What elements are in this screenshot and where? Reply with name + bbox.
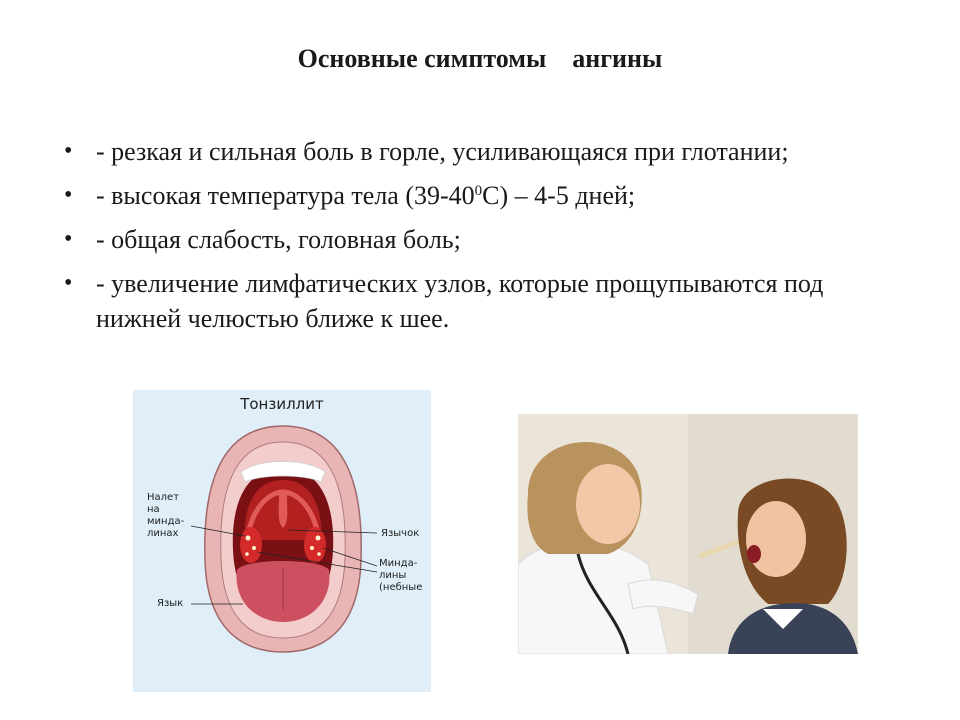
symptom-item [60,222,900,257]
tongue-label: Язык [157,598,184,609]
diagram-title: Тонзиллит [240,395,324,413]
bullet-icon: • [64,182,73,208]
tonsillitis-diagram [133,390,431,692]
uvula [279,494,288,528]
plaque-dot [316,536,321,541]
plaque-dot [310,546,314,550]
symptom-item [60,134,900,169]
degree-superscript: 0 [474,183,483,199]
slide-title: Основные симптомы ангины [297,44,663,73]
left-tonsil [240,527,262,563]
tonsils-label: Минда- лины (небные [379,558,423,593]
plaque-dot [245,552,249,556]
symptom-item [60,178,900,213]
right-tonsil [304,527,326,563]
mouth-illustration [133,390,431,692]
symptom-list [60,134,900,345]
plaque-dot [246,536,251,541]
symptom-text: - общая слабость, головная боль; [96,225,461,254]
bullet-icon: • [64,226,73,252]
symptom-text-pre: - высокая температура тела (39-40 [96,181,475,210]
bullet-icon: • [64,270,73,296]
plaque-dot [252,546,256,550]
plaque-label: Налет на минда- линах [147,492,185,539]
child-face [746,501,806,577]
symptom-item [60,266,900,336]
symptom-text: - резкая и сильная боль в горле, усиливающаяся при глотании; [96,137,789,166]
uvula-label: Язычок [381,528,420,539]
symptom-text: - увеличение лимфатических узлов, которые прощупываются под нижней челюстью ближе к шее. [96,269,824,333]
photo-illustration [518,414,858,654]
plaque-dot [317,552,321,556]
bullet-icon: • [64,138,73,164]
symptom-text-post: С) – 4-5 дней; [482,181,636,210]
child-open-mouth [747,545,761,563]
doctor-face [576,464,640,544]
doctor-examining-child-photo [518,414,858,654]
